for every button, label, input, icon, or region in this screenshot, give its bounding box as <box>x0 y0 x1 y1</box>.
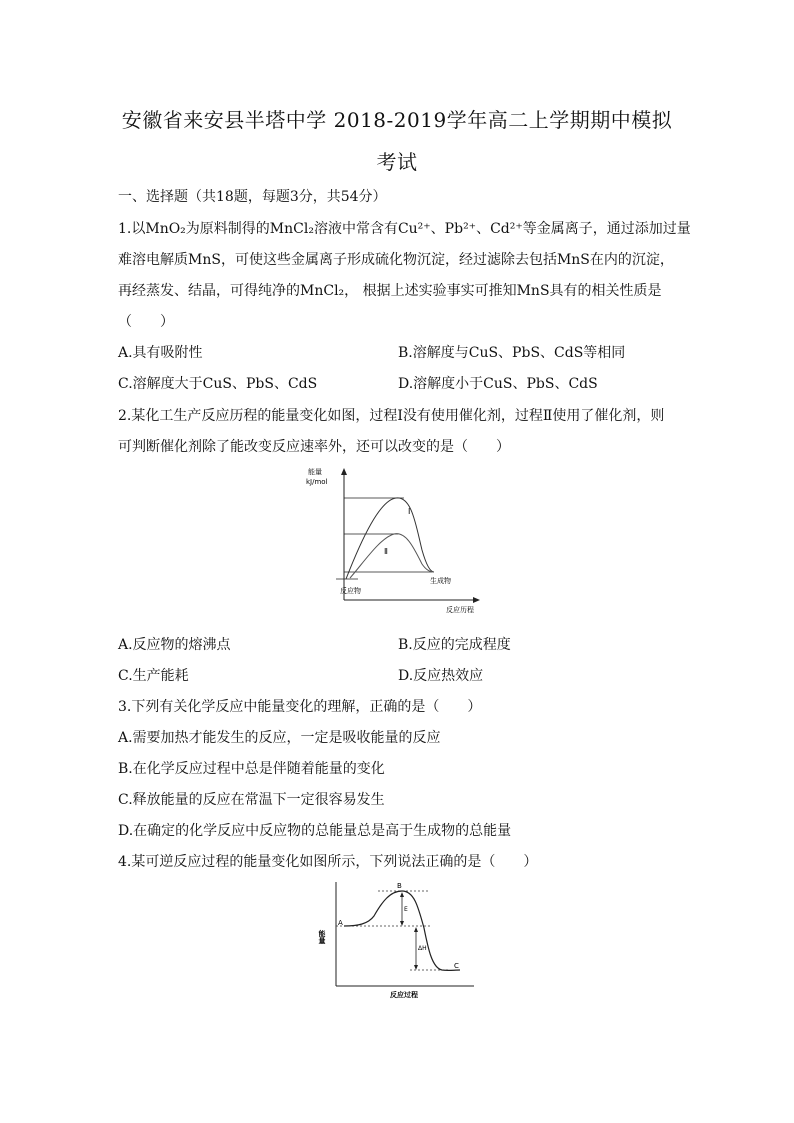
q4-label-c: C <box>454 962 459 970</box>
q1-stem-line3: 再经蒸发、结晶，可得纯净的MnCl₂， 根据上述实验事实可推知MnS具有的相关性质是 <box>118 283 662 299</box>
q2-ylabel-1: 能量 <box>308 468 322 476</box>
q2-x-axis-arrow <box>473 597 480 603</box>
q2-curve1-label: Ⅰ <box>408 507 411 516</box>
q4-xlabel: 反应过程 <box>390 991 418 999</box>
q4-dh-arrowhead-down <box>414 965 418 970</box>
q1-stem-line4: （ ） <box>118 314 174 330</box>
q2-option-a: A.反应物的熔沸点 <box>118 637 231 653</box>
q4-stem: 4.某可逆反应过程的能量变化如图所示，下列说法正确的是（ ） <box>118 854 538 870</box>
q1-stem-line2: 难溶电解质MnS，可使这些金属离子形成硫化物沉淀，经过滤除去包括MnS在内的沉淀， <box>118 252 674 268</box>
q4-ylabel: 能量 <box>318 930 326 944</box>
q3-option-d: D.在确定的化学反应中反应物的总能量总是高于生成物的总能量 <box>118 823 512 839</box>
q4-e-arrowhead-down <box>400 921 404 926</box>
document-title-line2: 考试 <box>376 150 418 174</box>
section-heading: 一、选择题（共18题，每题3分，共54分） <box>118 189 387 205</box>
q2-reactant-label: 反应物 <box>340 587 361 595</box>
q2-option-d: D.反应热效应 <box>398 668 484 684</box>
q3-option-b: B.在化学反应过程中总是伴随着能量的变化 <box>118 761 385 777</box>
q4-label-dh: ΔH <box>418 945 427 952</box>
q3-stem: 3.下列有关化学反应中能量变化的理解，正确的是（ ） <box>118 699 482 715</box>
q2-option-b: B.反应的完成程度 <box>398 637 511 653</box>
q2-energy-diagram <box>300 466 490 618</box>
q3-option-a: A.需要加热才能发生的反应，一定是吸收能量的反应 <box>118 730 441 746</box>
q2-curve2-label: Ⅱ <box>384 547 388 556</box>
q4-energy-diagram <box>318 878 478 1000</box>
q2-stem-line2: 可判断催化剂除了能改变反应速率外，还可以改变的是（ ） <box>118 439 510 455</box>
q1-option-c: C.溶解度大于CuS、PbS、CdS <box>118 376 318 392</box>
q1-option-d: D.溶解度小于CuS、PbS、CdS <box>398 376 598 392</box>
q2-option-c: C.生产能耗 <box>118 668 189 684</box>
q2-product-label: 生成物 <box>430 577 451 585</box>
q3-option-c: C.释放能量的反应在常温下一定很容易发生 <box>118 792 385 808</box>
q2-ylabel-2: kJ/mol <box>306 478 328 486</box>
q2-xlabel: 反应历程 <box>446 606 474 614</box>
q2-stem-line1: 2.某化工生产反应历程的能量变化如图，过程Ⅰ没有使用催化剂，过程Ⅱ使用了催化剂，则 <box>118 408 665 424</box>
q1-option-a: A.具有吸附性 <box>118 345 203 361</box>
q4-label-b: B <box>397 882 402 890</box>
q4-label-a: A <box>338 919 343 927</box>
document-title-line1: 安徽省来安县半塔中学 2018-2019学年高二上学期期中模拟 <box>121 108 673 132</box>
q2-y-axis-arrow <box>341 468 347 475</box>
q4-e-arrowhead-up <box>400 892 404 897</box>
q4-label-e: E <box>404 906 408 913</box>
q1-option-b: B.溶解度与CuS、PbS、CdS等相同 <box>398 345 626 361</box>
q4-dh-arrowhead-up <box>414 927 418 932</box>
q1-stem-line1: 1.以MnO₂为原料制得的MnCl₂溶液中常含有Cu²⁺、Pb²⁺、Cd²⁺等金属离子，通过添加过量 <box>118 221 691 237</box>
